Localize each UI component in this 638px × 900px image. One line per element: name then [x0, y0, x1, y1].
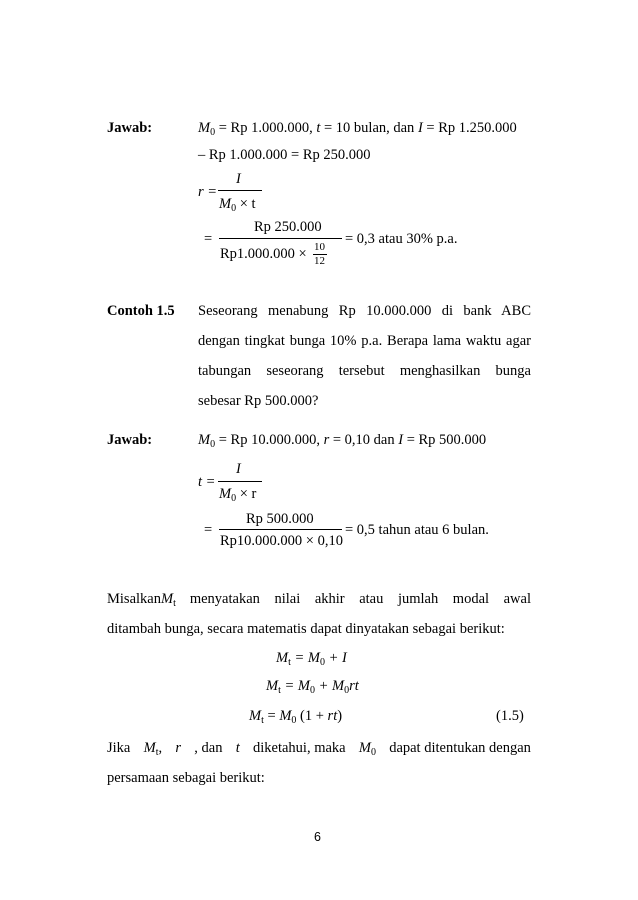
misalkan-line-1: Misalkan $M_t$ menyatakan nilai akhir atau jumlah modal awal [107, 591, 531, 609]
contoh-line: tabungan seseorang tersebut menghasilkan bunga [198, 363, 531, 379]
formula-t-lhs: t = [198, 474, 216, 490]
formula-r-numerator: I [236, 171, 241, 187]
jawab2-given: $M_0 = Rp$ 10.000.000, r = 0,10 dan I = Rp 500.000 [198, 432, 487, 450]
contoh-line: Seseorang menabung Rp 10.000.000 di bank ABC [198, 303, 531, 319]
calc1-numerator: Rp 250.000 [254, 219, 322, 235]
calc2-fraction-bar [219, 529, 342, 530]
contoh-line: dengan tingkat bunga 10% p.a. Berapa lama waktu agar [198, 333, 531, 349]
jika-line-2: persamaan sebagai berikut: [107, 770, 265, 786]
contoh-text [198, 296, 531, 416]
formula-t-denominator: $M_0 \times r$ [219, 486, 257, 504]
formula-r-denominator: $M_0 \times t$ [219, 196, 256, 214]
formula-r-lhs: r = [198, 184, 218, 200]
misalkan-line-2: ditambah bunga, secara matematis dapat dinyatakan sebagai berikut: [107, 621, 505, 637]
formula-r-fraction-bar [218, 190, 262, 191]
jawab-label-2: Jawab: [107, 432, 153, 448]
calc1-small-frac-num: 10 [314, 241, 325, 253]
calc1-eq: = [204, 231, 213, 247]
calc2-eq: = [204, 522, 213, 538]
calc1-small-frac-den: 12 [314, 255, 325, 267]
jawab-label-1: Jawab: [107, 120, 153, 136]
contoh-label: Contoh 1.5 [107, 303, 175, 319]
jawab1-given: $M_0 = Rp$ 1.000.000, t = 10 bulan, dan I = Rp 1.250.000 [198, 120, 517, 138]
calc2-result: = 0,5 tahun atau 6 bulan. [345, 522, 489, 538]
jika-line-1: Jika $M_t$, r , dan t diketahui, maka $M_0$ dapat ditentukan dengan [107, 740, 531, 758]
calc2-denominator: Rp10.000.000 × 0,10 [220, 533, 343, 549]
calc1-result: = 0,3 atau 30% p.a. [345, 231, 458, 247]
equation-2: $M_t = M_0 + M_0rt$ [266, 678, 359, 696]
equation-number: (1.5) [496, 708, 524, 724]
contoh-line: sebesar Rp 500.000? [198, 393, 319, 409]
equation-3: $M_t = M_0$ (1 + rt) [249, 708, 343, 726]
formula-t-numerator: I [236, 461, 241, 477]
jawab1-line2: – Rp 1.000.000 = Rp 250.000 [198, 147, 371, 163]
calc1-denominator: Rp1.000.000 × [220, 246, 307, 262]
calc1-fraction-bar [219, 238, 342, 239]
calc2-numerator: Rp 500.000 [246, 511, 314, 527]
equation-1: $M_t = M_0 + I$ [276, 650, 347, 668]
page-number: 6 [314, 830, 321, 844]
formula-t-fraction-bar [218, 481, 262, 482]
